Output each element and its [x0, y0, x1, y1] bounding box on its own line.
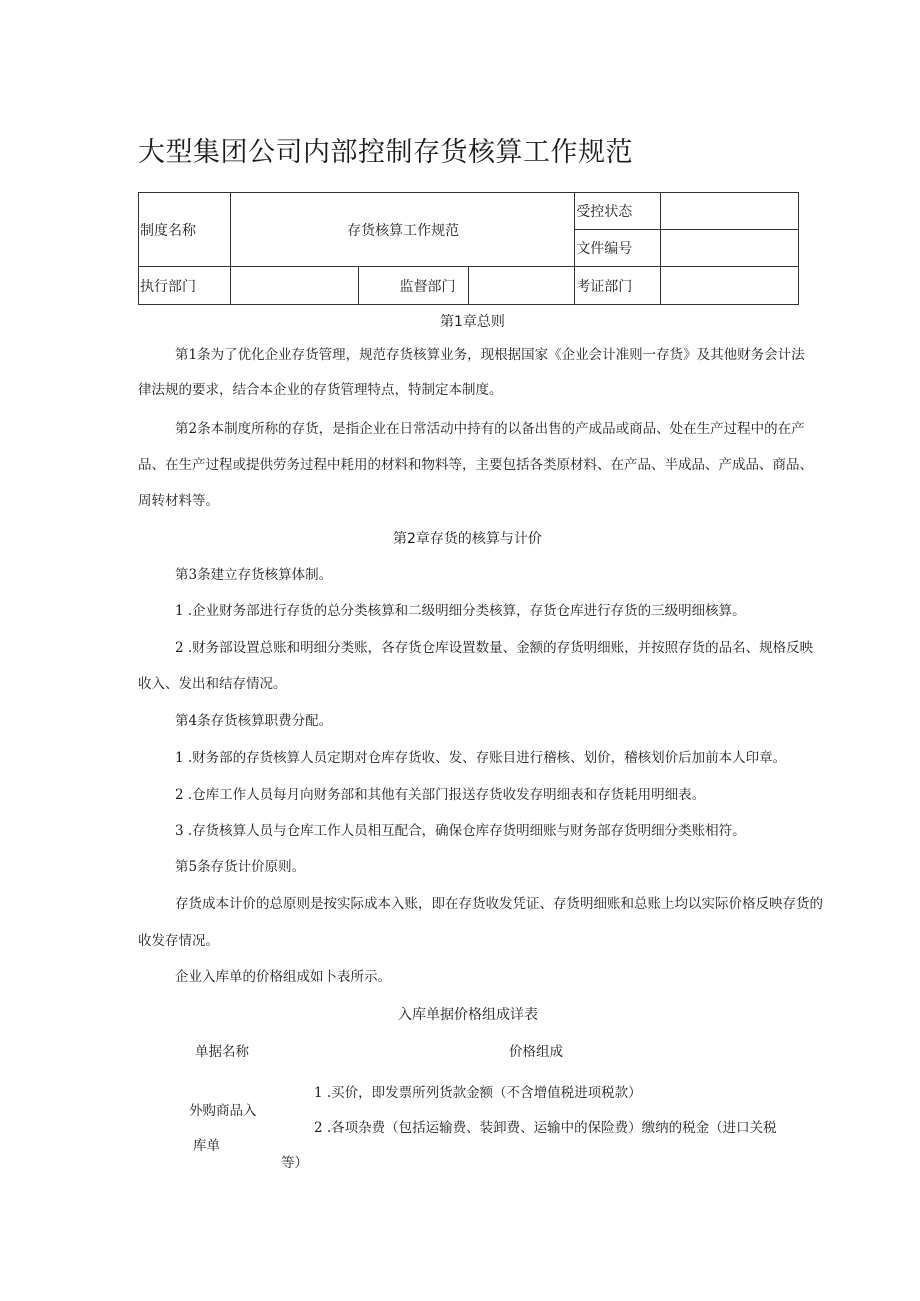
article-1-line-2: 律法规的要求，结合本企业的存货管理特点，特制定本制度。 [138, 382, 503, 398]
price-table-row1-item-2: 2 .各项杂费（包括运输费、装卸费、运输中的保险费）缴纳的税金（进口关税 [314, 1120, 777, 1136]
article-3-item-2-line-1: 2 .财务部设置总账和明细分类账，各存货仓库设置数量、金额的存货明细账，并按照存货的品名、规格反映 [175, 640, 814, 656]
article-5: 第5条存货计价原则。 [175, 859, 306, 875]
price-table-col-price: 价格组成 [509, 1044, 563, 1060]
supervise-dept-value [468, 267, 575, 305]
chapter-1-heading: 第1章总则 [440, 314, 505, 330]
header-table [138, 192, 799, 305]
article-1-line-1: 第1条为了优化企业存货管理，规范存货核算业务，现根据国家《企业会计准则一存货》及其他财务会计法 [175, 347, 805, 363]
price-table-col-name: 单据名称 [195, 1044, 249, 1060]
file-no-value [661, 230, 799, 267]
label-file-no: 文件编号 [575, 230, 661, 267]
exec-dept-value [230, 267, 358, 305]
document-title: 大型集团公司内部控制存货核算工作规范 [138, 137, 633, 168]
label-verify-dept: 考证部门 [575, 267, 661, 305]
article-3-item-2-line-2: 收入、发出和结存情况。 [138, 676, 287, 692]
article-4: 第4条存货核算职费分配。 [175, 713, 333, 729]
article-4-item-3: 3 .存货核算人员与仓库工作人员相互配合，确保仓库存货明细账与财务部存货明细分类账相符。 [175, 823, 746, 839]
label-exec-dept: 执行部门 [139, 267, 231, 305]
name-value: 存货核算工作规范 [230, 193, 574, 267]
label-supervise-dept: 监督部门 [358, 267, 468, 305]
price-table-row1-item-2-cont: 等） [281, 1155, 308, 1171]
chapter-2-heading: 第2章存货的核算与计价 [393, 531, 542, 547]
article-5-para-line-2: 收发存情况。 [138, 933, 219, 949]
status-value [661, 193, 799, 230]
label-status: 受控状态 [575, 193, 661, 230]
article-3-item-1: 1 .企业财务部进行存货的总分类核算和二级明细分类核算，存货仓库进行存货的三级明细核算。 [175, 603, 746, 619]
price-table-row1-name-line-2: 库单 [193, 1138, 220, 1154]
article-4-item-1: 1 .财务部的存货核算人员定期对仓库存货收、发、存账目进行稽核、划价，稽核划价后加前本人印章。 [175, 750, 787, 766]
price-table-row1-item-1: 1 .买价，即发票所列货款金额（不含增值税进项税款） [314, 1085, 642, 1101]
article-2-line-1: 第2条本制度所称的存货，是指企业在日常活动中持有的以备出售的产成品或商品、处在生产过程中的在产 [175, 421, 805, 437]
verify-dept-value [661, 267, 799, 305]
article-3: 第3条建立存货核算体制。 [175, 567, 333, 583]
label-name: 制度名称 [139, 193, 231, 267]
article-2-line-2: 品、在生产过程或提供劳务过程中耗用的材料和物料等，主要包括各类原材料、在产品、半成品、产成品、商品、 [138, 457, 813, 473]
article-2-line-3: 周转材料等。 [138, 493, 219, 509]
article-5-para-2: 企业入库单的价格组成如卜表所示。 [175, 969, 391, 985]
price-table-caption: 入库单据价格组成详表 [398, 1007, 538, 1023]
price-table-row1-name-line-1: 外购商品入 [189, 1103, 257, 1119]
article-5-para-line-1: 存货成本计价的总原则是按实际成本入账，即在存货收发凭证、存货明细账和总账上均以实际价格反映存货的 [175, 896, 823, 912]
article-4-item-2: 2 .仓库工作人员每月向财务部和其他有关部门报送存货收发存明细表和存货耗用明细表。 [175, 787, 706, 803]
